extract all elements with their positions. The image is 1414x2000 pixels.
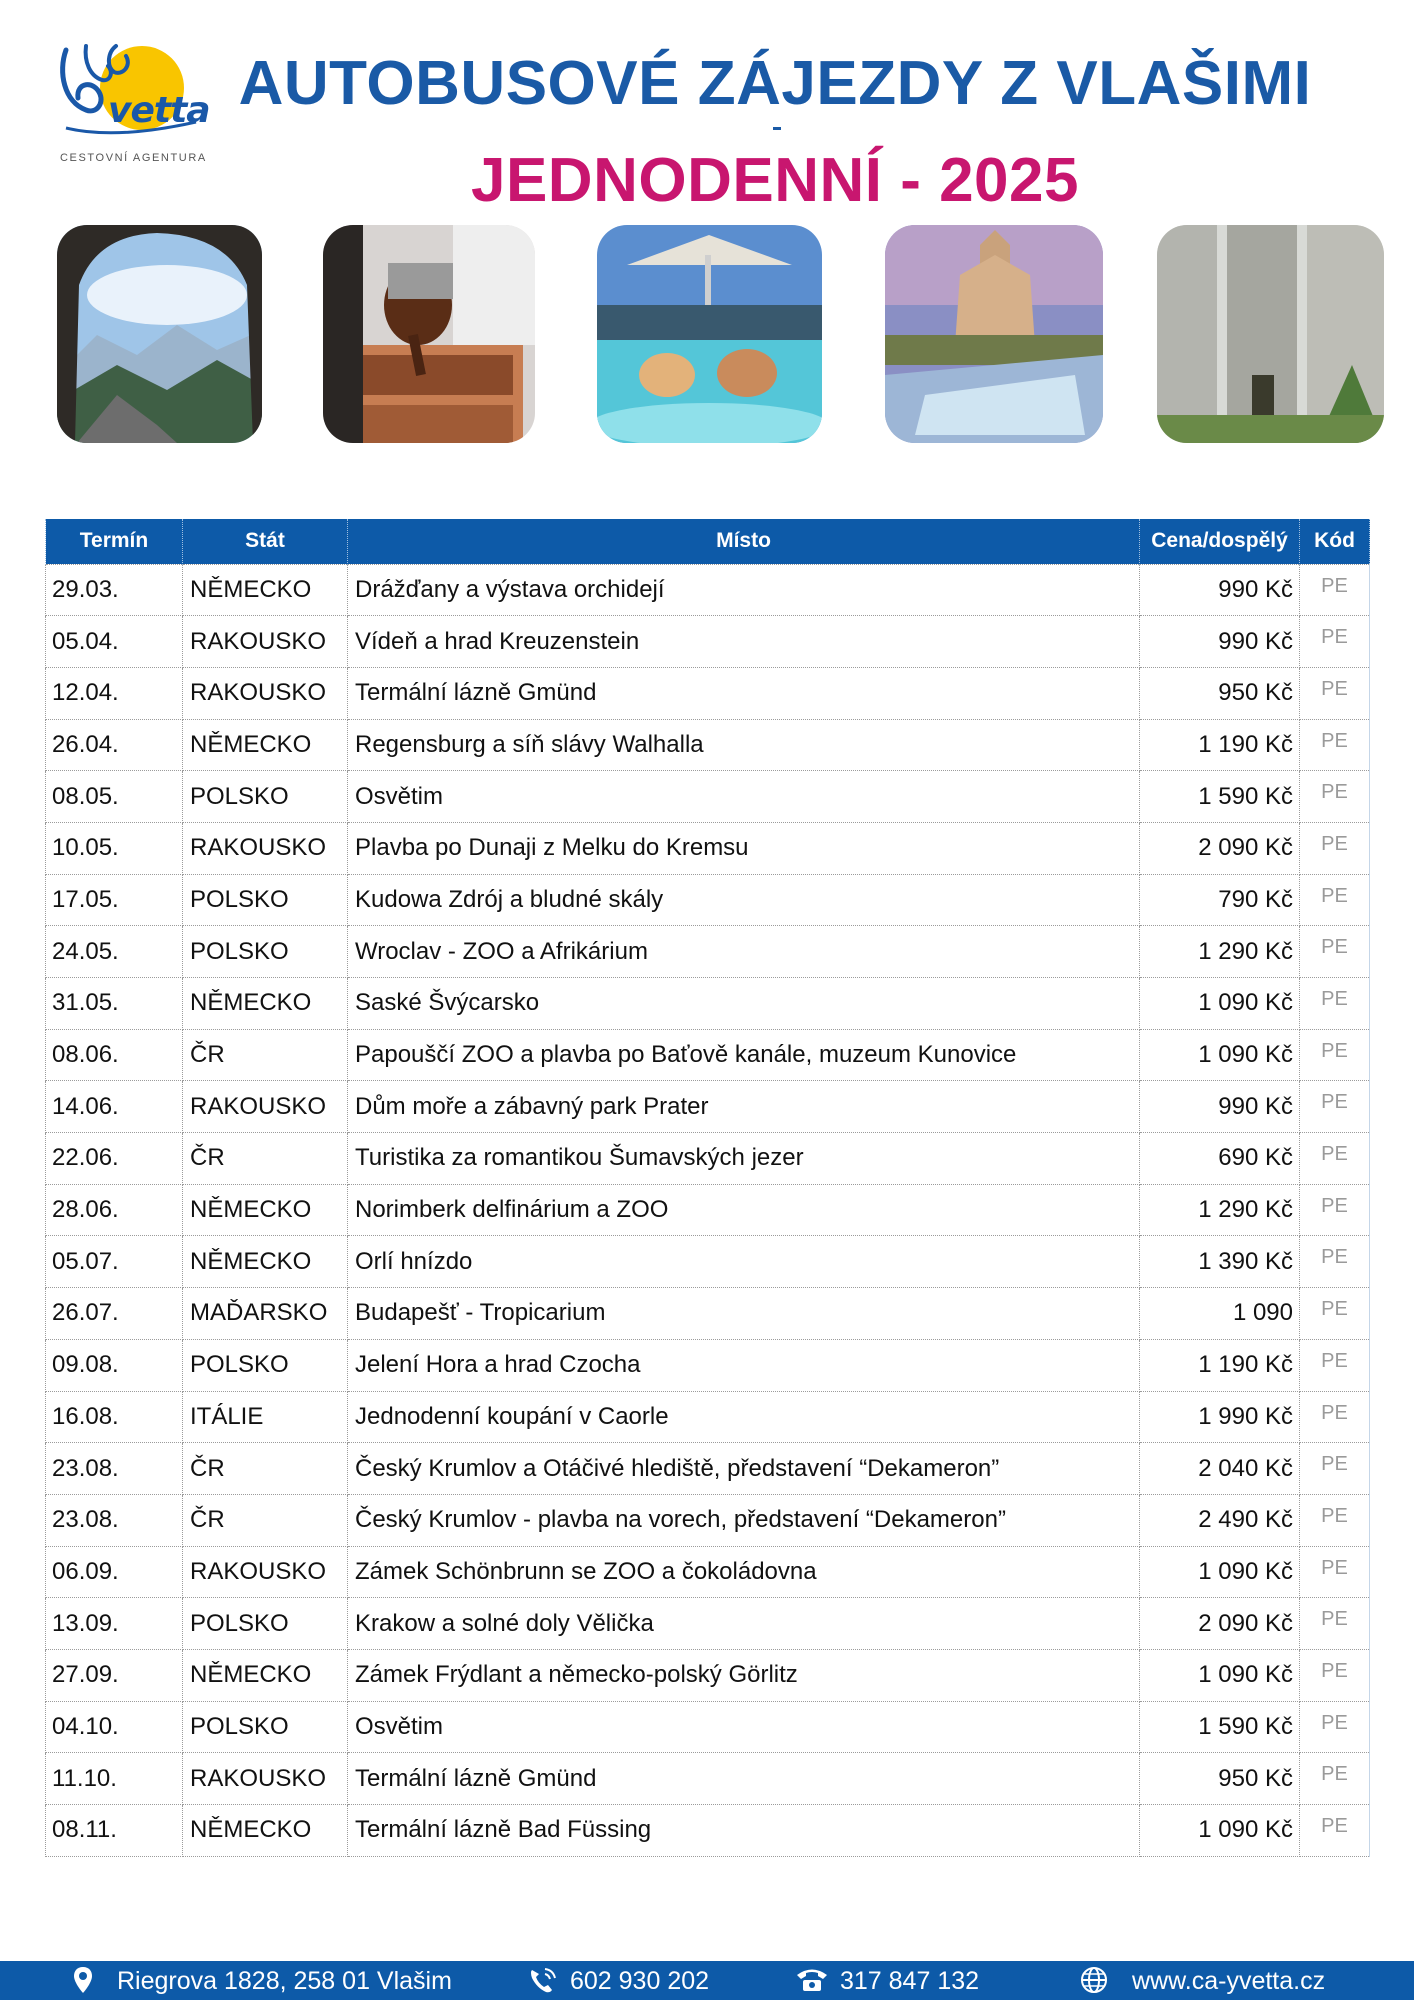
country-cell: ČR xyxy=(183,1133,348,1185)
place-cell: Saské Švýcarsko xyxy=(348,978,1140,1030)
code-cell: PE xyxy=(1300,1184,1370,1236)
price-cell: 1 090 Kč xyxy=(1140,1649,1300,1701)
price-cell: 690 Kč xyxy=(1140,1133,1300,1185)
price-cell: 2 490 Kč xyxy=(1140,1494,1300,1546)
date-cell: 05.07. xyxy=(46,1236,183,1288)
code-cell: PE xyxy=(1300,1701,1370,1753)
date-cell: 08.05. xyxy=(46,771,183,823)
place-cell: Kudowa Zdrój a bludné skály xyxy=(348,874,1140,926)
price-cell: 1 290 Kč xyxy=(1140,926,1300,978)
place-cell: Vídeň a hrad Kreuzenstein xyxy=(348,616,1140,668)
country-cell: RAKOUSKO xyxy=(183,667,348,719)
date-cell: 04.10. xyxy=(46,1701,183,1753)
place-cell: Zámek Frýdlant a německo-polský Görlitz xyxy=(348,1649,1140,1701)
country-cell: NĚMECKO xyxy=(183,1805,348,1857)
place-cell: Wroclav - ZOO a Afrikárium xyxy=(348,926,1140,978)
date-cell: 08.11. xyxy=(46,1805,183,1857)
price-cell: 950 Kč xyxy=(1140,667,1300,719)
price-cell: 1 590 Kč xyxy=(1140,1701,1300,1753)
place-cell: Osvětim xyxy=(348,1701,1140,1753)
country-cell: NĚMECKO xyxy=(183,1649,348,1701)
table-row xyxy=(46,1443,1370,1495)
price-cell: 1 090 Kč xyxy=(1140,1029,1300,1081)
table-row xyxy=(46,1546,1370,1598)
chocolate-photo xyxy=(323,225,535,443)
date-cell: 16.08. xyxy=(46,1391,183,1443)
table-row xyxy=(46,1391,1370,1443)
footer-mobile[interactable]: 602 930 202 xyxy=(570,1967,710,1995)
code-cell: PE xyxy=(1300,1494,1370,1546)
code-cell: PE xyxy=(1300,1288,1370,1340)
place-cell: Budapešť - Tropicarium xyxy=(348,1288,1140,1340)
country-cell: ČR xyxy=(183,1494,348,1546)
place-cell: Plavba po Dunaji z Melku do Kremsu xyxy=(348,822,1140,874)
price-cell: 990 Kč xyxy=(1140,616,1300,668)
table-row xyxy=(46,926,1370,978)
code-cell: PE xyxy=(1300,771,1370,823)
table-row xyxy=(46,1133,1370,1185)
price-cell: 1 090 Kč xyxy=(1140,978,1300,1030)
date-cell: 06.09. xyxy=(46,1546,183,1598)
country-cell: RAKOUSKO xyxy=(183,1753,348,1805)
place-cell: Termální lázně Gmünd xyxy=(348,667,1140,719)
price-cell: 1 190 Kč xyxy=(1140,1339,1300,1391)
footer-website[interactable]: www.ca-yvetta.cz xyxy=(1132,1967,1326,1995)
table-row xyxy=(46,874,1370,926)
place-cell: Regensburg a síň slávy Walhalla xyxy=(348,719,1140,771)
table-row xyxy=(46,1236,1370,1288)
code-cell: PE xyxy=(1300,1649,1370,1701)
page-subtitle: JEDNODENNÍ - 2025 xyxy=(470,146,1080,215)
place-cell: Jelení Hora a hrad Czocha xyxy=(348,1339,1140,1391)
table-row xyxy=(46,564,1370,616)
place-cell: Termální lázně Gmünd xyxy=(348,1753,1140,1805)
country-cell: NĚMECKO xyxy=(183,1236,348,1288)
price-cell: 950 Kč xyxy=(1140,1753,1300,1805)
telephone-icon xyxy=(795,1966,829,1992)
price-cell: 1 990 Kč xyxy=(1140,1391,1300,1443)
code-cell: PE xyxy=(1300,564,1370,616)
column-header-code: Kód xyxy=(1300,519,1370,564)
table-row xyxy=(46,1339,1370,1391)
country-cell: NĚMECKO xyxy=(183,1184,348,1236)
price-cell: 2 090 Kč xyxy=(1140,1598,1300,1650)
table-row xyxy=(46,1081,1370,1133)
code-cell: PE xyxy=(1300,874,1370,926)
country-cell: RAKOUSKO xyxy=(183,1546,348,1598)
date-cell: 12.04. xyxy=(46,667,183,719)
date-cell: 26.04. xyxy=(46,719,183,771)
country-cell: NĚMECKO xyxy=(183,564,348,616)
date-cell: 24.05. xyxy=(46,926,183,978)
price-cell: 1 590 Kč xyxy=(1140,771,1300,823)
code-cell: PE xyxy=(1300,822,1370,874)
table-row xyxy=(46,822,1370,874)
code-cell: PE xyxy=(1300,1236,1370,1288)
place-cell: Krakow a solné doly Vělička xyxy=(348,1598,1140,1650)
price-cell: 1 090 Kč xyxy=(1140,1546,1300,1598)
place-cell: Český Krumlov a Otáčivé hlediště, představení “Dekameron” xyxy=(348,1443,1140,1495)
date-cell: 09.08. xyxy=(46,1339,183,1391)
table-row xyxy=(46,1184,1370,1236)
table-row xyxy=(46,1753,1370,1805)
code-cell: PE xyxy=(1300,1753,1370,1805)
country-cell: NĚMECKO xyxy=(183,719,348,771)
price-cell: 2 040 Kč xyxy=(1140,1443,1300,1495)
tours-table xyxy=(45,519,1370,1857)
country-cell: POLSKO xyxy=(183,874,348,926)
price-cell: 1 090 xyxy=(1140,1288,1300,1340)
date-cell: 31.05. xyxy=(46,978,183,1030)
code-cell: PE xyxy=(1300,1443,1370,1495)
price-cell: 990 Kč xyxy=(1140,564,1300,616)
mobile-phone-icon xyxy=(528,1966,558,1994)
table-row xyxy=(46,1494,1370,1546)
code-cell: PE xyxy=(1300,1546,1370,1598)
logo-tagline: CESTOVNÍ AGENTURA xyxy=(60,152,207,164)
code-cell: PE xyxy=(1300,926,1370,978)
column-header-country: Stát xyxy=(183,519,348,564)
code-cell: PE xyxy=(1300,1081,1370,1133)
code-cell: PE xyxy=(1300,1133,1370,1185)
table-row xyxy=(46,978,1370,1030)
table-row xyxy=(46,1805,1370,1857)
price-cell: 2 090 Kč xyxy=(1140,822,1300,874)
table-row xyxy=(46,1288,1370,1340)
date-cell: 08.06. xyxy=(46,1029,183,1081)
date-cell: 05.04. xyxy=(46,616,183,668)
place-cell: Norimberk delfinárium a ZOO xyxy=(348,1184,1140,1236)
date-cell: 27.09. xyxy=(46,1649,183,1701)
code-cell: PE xyxy=(1300,616,1370,668)
column-header-place: Místo xyxy=(348,519,1140,564)
place-cell: Termální lázně Bad Füssing xyxy=(348,1805,1140,1857)
date-cell: 26.07. xyxy=(46,1288,183,1340)
country-cell: RAKOUSKO xyxy=(183,822,348,874)
date-cell: 29.03. xyxy=(46,564,183,616)
date-cell: 11.10. xyxy=(46,1753,183,1805)
place-cell: Osvětim xyxy=(348,771,1140,823)
country-cell: RAKOUSKO xyxy=(183,1081,348,1133)
code-cell: PE xyxy=(1300,1339,1370,1391)
price-cell: 1 190 Kč xyxy=(1140,719,1300,771)
place-cell: Turistika za romantikou Šumavských jezer xyxy=(348,1133,1140,1185)
country-cell: POLSKO xyxy=(183,926,348,978)
table-row xyxy=(46,616,1370,668)
place-cell: Orlí hnízdo xyxy=(348,1236,1140,1288)
country-cell: POLSKO xyxy=(183,1701,348,1753)
table-row xyxy=(46,719,1370,771)
rock-formations-photo xyxy=(1157,225,1384,443)
country-cell: NĚMECKO xyxy=(183,978,348,1030)
code-cell: PE xyxy=(1300,1598,1370,1650)
logo-wordmark: vetta xyxy=(108,90,210,131)
date-cell: 22.06. xyxy=(46,1133,183,1185)
place-cell: Papouščí ZOO a plavba po Baťově kanále, muzeum Kunovice xyxy=(348,1029,1140,1081)
country-cell: RAKOUSKO xyxy=(183,616,348,668)
footer-phone[interactable]: 317 847 132 xyxy=(840,1967,980,1995)
table-row xyxy=(46,1649,1370,1701)
table-row xyxy=(46,1598,1370,1650)
date-cell: 28.06. xyxy=(46,1184,183,1236)
vienna-church-photo xyxy=(885,225,1103,443)
date-cell: 23.08. xyxy=(46,1443,183,1495)
country-cell: ČR xyxy=(183,1443,348,1495)
table-row xyxy=(46,667,1370,719)
code-cell: PE xyxy=(1300,978,1370,1030)
country-cell: POLSKO xyxy=(183,771,348,823)
code-cell: PE xyxy=(1300,1391,1370,1443)
place-cell: Dům moře a zábavný park Prater xyxy=(348,1081,1140,1133)
date-cell: 23.08. xyxy=(46,1494,183,1546)
price-cell: 990 Kč xyxy=(1140,1081,1300,1133)
column-header-date: Termín xyxy=(46,519,183,564)
table-row xyxy=(46,771,1370,823)
location-pin-icon xyxy=(73,1966,93,1994)
code-cell: PE xyxy=(1300,1029,1370,1081)
country-cell: ITÁLIE xyxy=(183,1391,348,1443)
price-cell: 1 290 Kč xyxy=(1140,1184,1300,1236)
footer-address: Riegrova 1828, 258 01 Vlašim xyxy=(117,1967,452,1995)
price-cell: 1 090 Kč xyxy=(1140,1805,1300,1857)
place-cell: Zámek Schönbrunn se ZOO a čokoládovna xyxy=(348,1546,1140,1598)
mountain-view-photo xyxy=(57,225,262,443)
table-header-row xyxy=(46,519,1370,564)
country-cell: POLSKO xyxy=(183,1339,348,1391)
thermal-pool-photo xyxy=(597,225,822,443)
place-cell: Drážďany a výstava orchidejí xyxy=(348,564,1140,616)
country-cell: POLSKO xyxy=(183,1598,348,1650)
table-row xyxy=(46,1701,1370,1753)
column-header-price: Cena/dospělý xyxy=(1140,519,1300,564)
price-cell: 790 Kč xyxy=(1140,874,1300,926)
price-cell: 1 390 Kč xyxy=(1140,1236,1300,1288)
globe-icon xyxy=(1080,1966,1108,1994)
code-cell: PE xyxy=(1300,667,1370,719)
code-cell: PE xyxy=(1300,1805,1370,1857)
place-cell: Český Krumlov - plavba na vorech, představení “Dekameron” xyxy=(348,1494,1140,1546)
date-cell: 17.05. xyxy=(46,874,183,926)
country-cell: ČR xyxy=(183,1029,348,1081)
table-row xyxy=(46,1029,1370,1081)
place-cell: Jednodenní koupání v Caorle xyxy=(348,1391,1140,1443)
title-separator xyxy=(773,127,781,130)
code-cell: PE xyxy=(1300,719,1370,771)
date-cell: 14.06. xyxy=(46,1081,183,1133)
date-cell: 13.09. xyxy=(46,1598,183,1650)
date-cell: 10.05. xyxy=(46,822,183,874)
page-title: AUTOBUSOVÉ ZÁJEZDY Z VLAŠIMI xyxy=(238,49,1312,118)
agency-logo xyxy=(56,42,210,167)
footer-bar xyxy=(0,1961,1414,2000)
country-cell: MAĎARSKO xyxy=(183,1288,348,1340)
